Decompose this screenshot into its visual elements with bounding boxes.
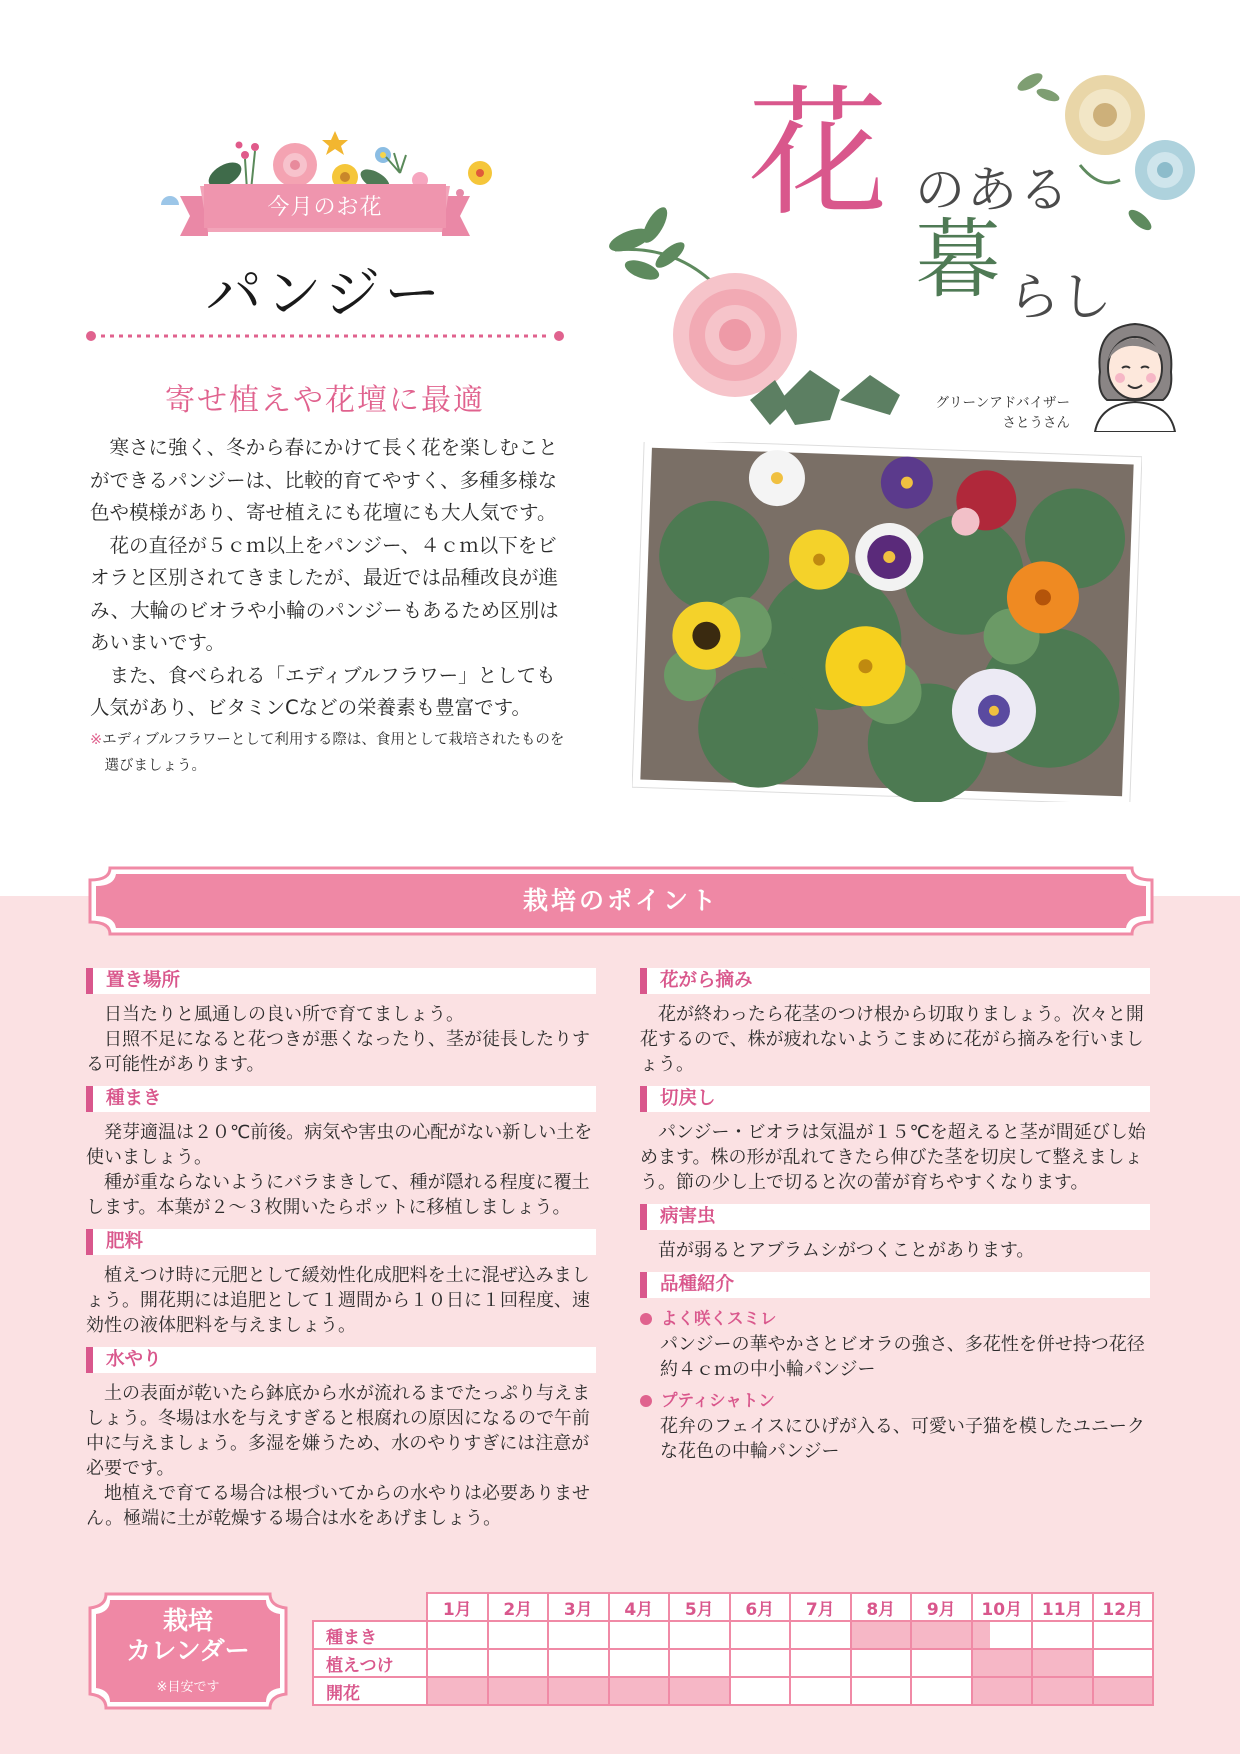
intro-paragraph-3: また、食べられる「エディブルフラワー」としても人気があり、ビタミンCなどの栄養素も豊富です。 [90, 663, 556, 719]
calendar-month-header: 9月 [911, 1593, 972, 1621]
intro-note [90, 727, 565, 779]
pansy-photo [632, 442, 1142, 802]
body-paragraph: 発芽適温は２０℃前後。病気や害虫の心配がない新しい土を使いましょう。 [86, 1122, 593, 1168]
variety-name: プティシャトン [661, 1391, 775, 1410]
flower-name-heading: パンジー [205, 262, 445, 327]
advisor-name: さとうさん [1002, 415, 1070, 431]
calendar-period-fill [1094, 1678, 1153, 1704]
heading-bar [640, 1272, 647, 1298]
calendar-month-header: 6月 [730, 1593, 791, 1621]
heading-bar [86, 968, 93, 994]
calendar-period-fill [973, 1622, 991, 1648]
calendar-cell [427, 1649, 488, 1677]
points-left-column [86, 968, 596, 1540]
calendar-month-header: 10月 [972, 1593, 1033, 1621]
section-body [86, 1002, 596, 1077]
calendar-row-label: 種まき [313, 1621, 427, 1649]
calendar-cell [972, 1621, 1033, 1649]
calendar-period-fill [973, 1678, 1032, 1704]
calendar-cell [911, 1621, 972, 1649]
variety-description: 花弁のフェイスにひげが入る、可愛い子猫を模したユニークな花色の中輪パンジー [660, 1416, 1145, 1462]
calendar-cell [548, 1677, 609, 1705]
heading-label: 病害虫 [660, 1206, 716, 1227]
calendar-period-fill [1033, 1650, 1092, 1676]
heading-label: 水やり [106, 1349, 162, 1370]
section-body [640, 1002, 1150, 1077]
heading-bar [86, 1086, 93, 1112]
calendar-cell [1032, 1677, 1093, 1705]
intro-text [90, 432, 565, 779]
calendar-period-fill [549, 1678, 608, 1704]
calendar-period-fill [610, 1678, 669, 1704]
calendar-month-header: 11月 [1032, 1593, 1093, 1621]
title-rashi: らし [1008, 268, 1113, 328]
calendar-month-header: 12月 [1093, 1593, 1154, 1621]
heading-label: 肥料 [106, 1231, 144, 1252]
calendar-cell [488, 1621, 549, 1649]
calendar-month-header: 8月 [851, 1593, 912, 1621]
calendar-cell [1093, 1677, 1154, 1705]
title-noaru: のある [915, 161, 1071, 219]
calendar-cell [488, 1677, 549, 1705]
calendar-cell [851, 1621, 912, 1649]
variety-description: パンジーの華やかさとビオラの強さ、多花性を併せ持つ花径約４ｃｍの中小輪パンジー [660, 1334, 1145, 1380]
calendar-cell [790, 1677, 851, 1705]
section-heading [640, 1086, 1150, 1112]
calendar-row [313, 1621, 1153, 1649]
section-heading [640, 1204, 1150, 1230]
calendar-period-fill [428, 1678, 487, 1704]
cultivation-calendar [312, 1592, 1154, 1706]
calendar-month-header: 4月 [609, 1593, 670, 1621]
body-paragraph: 植えつけ時に元肥として緩効性化成肥料を土に混ぜ込みましょう。開花期には追肥として１週間から１０日に１回程度、速効性の液体肥料を与えましょう。 [86, 1265, 590, 1336]
calendar-cell [1093, 1649, 1154, 1677]
heading-label: 切戻し [660, 1088, 716, 1109]
section-heading [86, 1347, 596, 1373]
calendar-cell [851, 1677, 912, 1705]
heading-bar [640, 968, 647, 994]
section-heading [86, 1229, 596, 1255]
calendar-month-header: 2月 [488, 1593, 549, 1621]
calendar-cell [730, 1677, 791, 1705]
calendar-month-header: 3月 [548, 1593, 609, 1621]
calendar-title-line1: 栽培 [162, 1606, 213, 1635]
calendar-cell [609, 1649, 670, 1677]
intro-subheading: 寄せ植えや花壇に最適 [165, 383, 485, 418]
calendar-cell [609, 1621, 670, 1649]
calendar-row-label: 植えつけ [313, 1649, 427, 1677]
section-body [86, 1120, 596, 1220]
calendar-period-fill [912, 1622, 971, 1648]
variety-heading [640, 1388, 1150, 1414]
calendar-title [88, 1606, 288, 1666]
calendar-cell [911, 1677, 972, 1705]
heading-label: 品種紹介 [660, 1274, 735, 1295]
title-kura: 暮 [915, 210, 1001, 310]
calendar-cell [1032, 1621, 1093, 1649]
calendar-period-fill [852, 1622, 911, 1648]
calendar-period-fill [973, 1650, 1032, 1676]
heading-bar [640, 1204, 647, 1230]
calendar-cell [669, 1621, 730, 1649]
body-paragraph: 苗が弱るとアブラムシがつくことがあります。 [658, 1240, 1035, 1261]
title-hana: 花 [748, 73, 889, 236]
section-body [640, 1238, 1150, 1263]
calendar-cell [548, 1621, 609, 1649]
bullet-dot-icon [640, 1395, 652, 1407]
intro-paragraph-2: 花の直径が５ｃｍ以上をパンジー、４ｃｍ以下をビオラと区別されてきましたが、最近では品種改良が進み、大輪のビオラや小輪のパンジーもあるため区別はあいまいです。 [90, 533, 559, 654]
section-heading [640, 1272, 1150, 1298]
calendar-month-header: 1月 [427, 1593, 488, 1621]
calendar-row [313, 1677, 1153, 1705]
heading-label: 花がら摘み [660, 970, 753, 991]
section-heading [86, 968, 596, 994]
section-body [86, 1381, 596, 1531]
ribbon-label: 今月のお花 [267, 195, 383, 220]
heading-bar [86, 1229, 93, 1255]
calendar-row-label: 開花 [313, 1677, 427, 1705]
calendar-note: ※目安です [156, 1680, 220, 1695]
calendar-period-fill [1033, 1678, 1092, 1704]
note-mark: ※ [90, 731, 103, 748]
calendar-cell [488, 1649, 549, 1677]
calendar-row [313, 1649, 1153, 1677]
calendar-cell [730, 1621, 791, 1649]
calendar-cell [1093, 1621, 1154, 1649]
calendar-cell [669, 1677, 730, 1705]
calendar-corner [313, 1593, 427, 1621]
dotted-divider [85, 330, 565, 342]
body-paragraph: 地植えで育てる場合は根づいてからの水やりは必要ありません。極端に土が乾燥する場合は水をあげましょう。 [86, 1483, 590, 1529]
calendar-cell [911, 1649, 972, 1677]
variety-heading [640, 1306, 1150, 1332]
calendar-cell [851, 1649, 912, 1677]
intro-paragraph-1: 寒さに強く、冬から春にかけて長く花を楽しむことができるパンジーは、比較的育てやすく、多種多様な色や模様があり、寄せ植えにも花壇にも大人気です。 [90, 436, 558, 524]
calendar-period-fill [489, 1678, 548, 1704]
points-right-column [640, 968, 1150, 1470]
calendar-cell [972, 1677, 1033, 1705]
calendar-cell [427, 1621, 488, 1649]
calendar-cell [790, 1649, 851, 1677]
calendar-cell [730, 1649, 791, 1677]
body-paragraph: 花が終わったら花茎のつけ根から切取りましょう。次々と開花するので、株が疲れないようこまめに花がら摘みを行いましょう。 [640, 1004, 1144, 1075]
section-heading [640, 968, 1150, 994]
bullet-dot-icon [640, 1313, 652, 1325]
calendar-cell [669, 1649, 730, 1677]
calendar-cell [427, 1677, 488, 1705]
heading-label: 種まき [106, 1088, 162, 1109]
calendar-period-fill [670, 1678, 729, 1704]
section-heading [86, 1086, 596, 1112]
body-paragraph: 種が重ならないようにバラまきして、種が隠れる程度に覆土します。本葉が２〜３枚開いたらポットに移植しましょう。 [86, 1172, 590, 1218]
section-body [86, 1263, 596, 1338]
points-banner-label: 栽培のポイント [522, 886, 719, 915]
body-paragraph: 日当たりと風通しの良い所で育てましょう。 [104, 1004, 464, 1025]
advisor-caption [880, 393, 1070, 433]
calendar-month-header: 5月 [669, 1593, 730, 1621]
body-paragraph: パンジー・ビオラは気温が１５℃を超えると茎が間延びし始めます。株の形が乱れてきたら伸びた茎を切戻して整えましょう。節の少し上で切ると次の蕾が育ちやすくなります。 [640, 1122, 1146, 1193]
calendar-cell [609, 1677, 670, 1705]
calendar-month-header: 7月 [790, 1593, 851, 1621]
body-paragraph: 日照不足になると花つきが悪くなったり、茎が徒長したりする可能性があります。 [86, 1029, 590, 1075]
calendar-cell [548, 1649, 609, 1677]
note-text: エディブルフラワーとして利用する際は、食用として栽培されたものを選びましょう。 [102, 731, 565, 774]
calendar-cell [1032, 1649, 1093, 1677]
heading-bar [86, 1347, 93, 1373]
variety-name: よく咲くスミレ [661, 1309, 777, 1328]
calendar-cell [972, 1649, 1033, 1677]
advisor-role: グリーンアドバイザー [935, 395, 1070, 411]
body-paragraph: 土の表面が乾いたら鉢底から水が流れるまでたっぷり与えましょう。冬場は水を与えすぎると根腐れの原因になるので午前中に与えましょう。多湿を嫌うため、水のやりすぎには注意が必要です。 [86, 1383, 590, 1479]
heading-bar [640, 1086, 647, 1112]
section-body [640, 1120, 1150, 1195]
advisor-avatar [1085, 312, 1185, 432]
heading-label: 置き場所 [106, 970, 181, 991]
calendar-title-line2: カレンダー [126, 1636, 250, 1665]
calendar-cell [790, 1621, 851, 1649]
